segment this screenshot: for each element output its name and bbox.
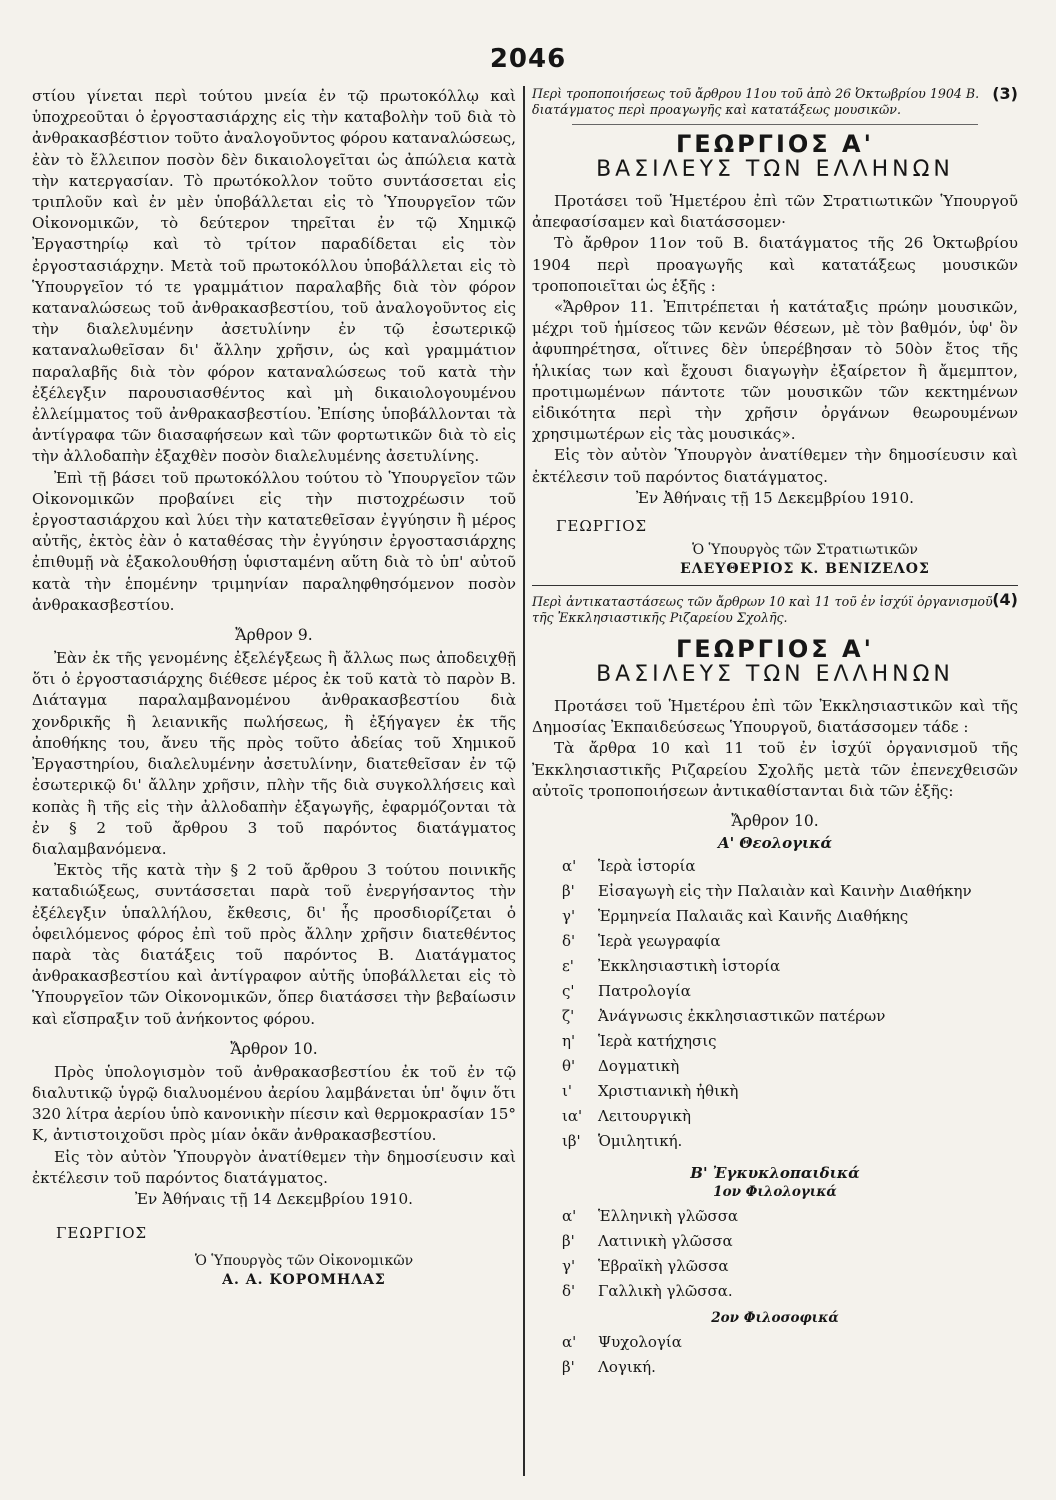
column-divider [523, 86, 525, 1476]
list-item [562, 1004, 1018, 1029]
decree-4 [532, 590, 1018, 1380]
king-heading: ΓΕΩΡΓΙΟΣ Α' [676, 635, 874, 664]
list-item [562, 1079, 1018, 1104]
list-item-text: Λειτουργικὴ [598, 1107, 691, 1126]
paragraph: Εἰς τὸν αὐτὸν Ὑπουργὸν ἀνατίθεμεν τὴν δημοσίευσιν καὶ ἐκτέλεσιν τοῦ παρόντος διατάγματος. [32, 1147, 516, 1187]
theology-list [562, 854, 1018, 1154]
paragraph: Προτάσει τοῦ Ἡμετέρου ἐπὶ τῶν Ἐκκλησιαστικῶν καὶ τῆς Δημοσίας Ἐκπαιδεύσεως Ὑπουργοῦ, διατάσσομεν τάδε : [532, 697, 1018, 737]
paragraph: Πρὸς ὑπολογισμὸν τοῦ ἀνθρακασβεστίου ἐκ τοῦ ἐν τῷ διαλυτικῷ ὑγρῷ διαλυομένου ἀερίου λαμβάνεται ὑπ' ὄψιν ὅτι 320 λίτρα ἀερίου ὑπὸ κανονικὴν πίεσιν καὶ θερμοκρασίαν 15° Κ, ἀντιστοιχοῦσι πρὸς μίαν ὀκᾶν ἀνθρακασβεστίου. [32, 1062, 516, 1145]
list-item [562, 1330, 1018, 1355]
minister-title: Ὁ Ὑπουργὸς τῶν Οἰκονομικῶν [194, 1253, 414, 1270]
list-item-text: Ἱερὰ ἱστορία [598, 857, 696, 876]
list-item-number: ιβ' [562, 1132, 581, 1151]
list-item [562, 1129, 1018, 1154]
list-item-text: Ἐκκλησιαστικὴ ἱστορία [598, 957, 781, 976]
decree-number: (3) [992, 84, 1018, 103]
list-item [562, 1104, 1018, 1129]
divider [572, 124, 978, 125]
minister-title: Ὁ Ὑπουργὸς τῶν Στρατιωτικῶν [692, 542, 918, 559]
list-item [562, 954, 1018, 979]
decree-date: Ἐν Ἀθήναις τῇ 14 Δεκεμβρίου 1910. [135, 1189, 413, 1208]
list-item [562, 1254, 1018, 1279]
article-heading: Ἄρθρον 10. [230, 1039, 318, 1058]
list-item-text: Ἀνάγνωσις ἐκκλησιαστικῶν πατέρων [598, 1007, 886, 1026]
list-item-text: Ἑλληνικὴ γλῶσσα [598, 1207, 739, 1226]
list-item [562, 1204, 1018, 1229]
list-item [562, 854, 1018, 879]
list-item [562, 1054, 1018, 1079]
list-item-number: β' [562, 1358, 575, 1377]
section-divider [532, 585, 1018, 586]
page-number: 2046 [489, 44, 567, 74]
minister-name: Α. Α. ΚΟΡΟΜΗΛΑΣ [222, 1272, 386, 1289]
list-item-number: α' [562, 857, 577, 876]
list-item-number: β' [562, 1232, 575, 1251]
list-item [562, 1229, 1018, 1254]
list-item-number: ζ' [562, 1007, 575, 1026]
philosophy-list [562, 1330, 1018, 1380]
king-signature: ΓΕΩΡΓΙΟΣ [556, 517, 648, 536]
minister-name: ΕΛΕΥΘΕΡΙΟΣ Κ. ΒΕΝΙΖΕΛΟΣ [680, 561, 930, 578]
decree-number: (4) [992, 590, 1018, 610]
list-item-number: ς' [562, 982, 575, 1001]
decree-title: Περὶ ἀντικαταστάσεως τῶν ἄρθρων 10 καὶ 11 τοῦ ἐν ἰσχύϊ ὀργανισμοῦ τῆς Ἐκκλησιαστικῆς Ριζαρείου Σχολῆς. [532, 594, 993, 626]
decree-date: Ἐν Ἀθήναις τῇ 15 Δεκεμβρίου 1910. [636, 488, 914, 507]
philology-list [562, 1204, 1018, 1304]
list-item-number: δ' [562, 1282, 576, 1301]
list-item-number: γ' [562, 907, 576, 926]
list-item [562, 1355, 1018, 1380]
list-item [562, 1279, 1018, 1304]
list-item [562, 879, 1018, 904]
paragraph: «Ἄρθρον 11. Ἐπιτρέπεται ἡ κατάταξις πρώην μουσικῶν, μέχρι τοῦ ἡμίσεος τῶν κενῶν θέσεων, μὲ τὸν βαθμόν, ὑφ' ὃν ἀφυπηρέτησα, οἵτινες δὲν ὑπερέβησαν τὸ 50ὸν ἔτος τῆς ἡλικίας των καὶ ἔχουσι διαγωγὴν ἐξαίρετον ἢ ἄμεμπτον, προτιμωμένων πάντοτε τῶν μουσικῶν τῶν κεκτημένων εἰδικότητα περὶ τὴν χρῆσιν ὀργάνων θεωρουμένων χρησιμωτέρων εἰς τὰς μουσικάς». [532, 298, 1018, 444]
paragraph: Τὰ ἄρθρα 10 καὶ 11 τοῦ ἐν ἰσχύϊ ὀργανισμοῦ τῆς Ἐκκλησιαστικῆς Ριζαρείου Σχολῆς μετὰ τῶν ἐπενεχθεισῶν αὐτοῖς τροποποιήσεων ἀντικαθίστανται διὰ τῶν ἑξῆς: [532, 739, 1018, 800]
list-item [562, 904, 1018, 929]
list-item [562, 929, 1018, 954]
list-item-text: Ἱερὰ γεωγραφία [598, 932, 721, 951]
list-item-number: γ' [562, 1257, 576, 1276]
list-item-number: δ' [562, 932, 576, 951]
article-heading: Ἄρθρον 10. [731, 812, 819, 831]
right-column [532, 86, 1018, 1380]
paragraph: Εἰς τὸν αὐτὸν Ὑπουργὸν ἀνατίθεμεν τὴν δημοσίευσιν καὶ ἐκτέλεσιν τοῦ παρόντος διατάγματος. [532, 446, 1018, 486]
section-heading: Α' Θεολογικά [717, 834, 833, 853]
list-item-number: θ' [562, 1057, 576, 1076]
list-item-text: Ὁμιλητική. [598, 1132, 683, 1151]
king-subheading: ΒΑΣΙΛΕΥΣ ΤΩΝ ΕΛΛΗΝΩΝ [596, 157, 954, 182]
article-heading: Ἄρθρον 9. [235, 626, 313, 645]
paragraph: Προτάσει τοῦ Ἡμετέρου ἐπὶ τῶν Στρατιωτικῶν Ὑπουργοῦ ἀπεφασίσαμεν καὶ διατάσσομεν· [532, 192, 1018, 232]
paragraph: Ἐπὶ τῇ βάσει τοῦ πρωτοκόλλου τούτου τὸ Ὑπουργεῖον τῶν Οἰκονομικῶν προβαίνει εἰς τὴν πιστοχρέωσιν τοῦ ἐργοστασιάρχου καὶ λύει τὴν κατατεθεῖσαν ἐγγύησιν ἢ μέρος αὐτῆς, ἐκτὸς ἐὰν ὁ καταθέσας τὴν ἐγγύησιν ἐργοστασιάρχης ἐπιθυμῇ νὰ ἐξακολουθήσῃ ὑφισταμένη αὕτη διὰ τὸ ὑπ' αὐτοῦ κατὰ τὴν ἑπομένην τριμηνίαν παραληφθησόμενον ποσὸν ἀνθρακασβεστίου. [32, 468, 516, 614]
king-signature: ΓΕΩΡΓΙΟΣ [56, 1224, 148, 1243]
list-item-text: Ἑρμηνεία Παλαιᾶς καὶ Καινῆς Διαθήκης [598, 907, 909, 926]
list-item-number: α' [562, 1207, 577, 1226]
paragraph: Ἐκτὸς τῆς κατὰ τὴν § 2 τοῦ ἄρθρου 3 τούτου ποινικῆς καταδιώξεως, συντάσσεται παρὰ τοῦ ἐνεργήσαντος τὴν ἐξέλεγξιν ὑπαλλήλου, ἔκθεσις, δι' ἧς προσδιορίζεται ὁ ὀφειλόμενος φόρος ἐπὶ τοῦ πρὸς ἄλλην χρῆσιν διατεθέντος παρὰ τὰς διατάξεις τοῦ παρόντος Β. Διατάγματος ἀνθρακασβεστίου καὶ ἀντίγραφον αὐτῆς ὑποβάλλεται εἰς τὸ Ὑπουργεῖον τῶν Οἰκονομικῶν, ὅπερ διατάσσει τὴν βεβαίωσιν καὶ εἴσπραξιν τοῦ ἀνήκοντος φόρου. [32, 861, 516, 1028]
decree-title: Περὶ τροποποιήσεως τοῦ ἄρθρου 11ου τοῦ ἀπὸ 26 Ὀκτωβρίου 1904 Β. διατάγματος περὶ προαγωγῆς καὶ κατατάξεως μουσικῶν. [532, 86, 980, 117]
list-item-text: Λατινικὴ γλῶσσα [598, 1232, 733, 1251]
list-item-text: Εἰσαγωγὴ εἰς τὴν Παλαιὰν καὶ Καινὴν Διαθήκην [598, 882, 972, 901]
list-item-text: Γαλλικὴ γλῶσσα. [598, 1282, 733, 1301]
list-item [562, 1029, 1018, 1054]
list-item-text: Λογική. [598, 1358, 656, 1377]
subsection-heading: 2ον Φιλοσοφικά [711, 1310, 839, 1327]
list-item-number: ι' [562, 1082, 573, 1101]
list-item-number: α' [562, 1333, 577, 1352]
list-item-number: η' [562, 1032, 576, 1051]
list-item-text: Δογματικὴ [598, 1057, 680, 1076]
king-heading: ΓΕΩΡΓΙΟΣ Α' [676, 130, 874, 158]
subsection-heading: 1ον Φιλολογικά [713, 1184, 837, 1201]
list-item-text: Ἑβραϊκὴ γλῶσσα [598, 1257, 729, 1276]
list-item-text: Πατρολογία [598, 982, 691, 1001]
king-subheading: ΒΑΣΙΛΕΥΣ ΤΩΝ ΕΛΛΗΝΩΝ [596, 662, 954, 688]
list-item-text: Ἱερὰ κατήχησις [598, 1032, 717, 1051]
list-item-text: Ψυχολογία [598, 1333, 682, 1352]
list-item-number: β' [562, 882, 575, 901]
list-item-number: ε' [562, 957, 574, 976]
list-item-text: Χριστιανικὴ ἠθικὴ [598, 1082, 739, 1101]
list-item [562, 979, 1018, 1004]
paragraph: Τὸ ἄρθρον 11ον τοῦ Β. διατάγματος τῆς 26 Ὀκτωβρίου 1904 περὶ προαγωγῆς καὶ κατατάξεως μουσικῶν τροποποιεῖται ὡς ἑξῆς : [532, 234, 1018, 295]
paragraph: στίου γίνεται περὶ τούτου μνεία ἐν τῷ πρωτοκόλλῳ καὶ ὑποχρεοῦται ὁ ἐργοστασιάρχης εἰς τὴν καταβολὴν τοῦ διὰ τὸ ἀνθρακασβέστιον τοῦτο ἀναλογοῦντος φόρου καταναλώσεως, ἐὰν τὸ ἔλλειπον ποσὸν δὲν δικαιολογεῖται ὡς ἀπώλεια κατὰ τὴν κατεργασίαν. Τὸ πρωτόκολλον τοῦτο συντάσσεται εἰς τριπλοῦν καὶ ἐν μὲν ὑποβάλλεται εἰς τὸ Ὑπουργεῖον τῶν Οἰκονομικῶν, τὸ δεύτερον τηρεῖται ἐν τῷ Χημικῷ Ἐργαστηρίῳ καὶ τὸ τρίτον παραδίδεται εἰς τὸν ἐργοστασιάρχην. Μετὰ τοῦ πρωτοκόλλου ὑποβάλλεται εἰς τὸ Ὑπουργεῖον τό τε γραμμάτιον παραλαβῆς διὰ τὸν φόρον καταναλώσεως τοῦ ἀνθρακασβεστίου, τοῦ ἀναλογοῦντος εἰς τὴν διαλελυμένην ἀσετυλίνην ἐν τῷ ἐσωτερικῷ καταναλωθεῖσαν δι' ἄλλην χρῆσιν, ὡς καὶ γραμμάτιον παραλαβῆς διὰ τὸν φόρον καταναλώσεως τοῦ κατὰ τὴν ἐξέλεγξιν παρουσιασθέντος καὶ μὴ δικαιολογουμένου ἐλλείμματος τοῦ ἀνθρακασβεστίου. Ἐπίσης ὑποβάλλονται τὰ ἀντίγραφα τῶν διασαφήσεων καὶ τῶν φορτωτικῶν διὰ τὸ εἰς τὴν ἀλλοδαπὴν ἐξαχθὲν ποσὸν διαλελυμένης ἀσετυλίνης. [32, 87, 516, 466]
left-column [32, 86, 516, 1288]
section-heading: Β' Ἐγκυκλοπαιδικά [690, 1164, 860, 1183]
decree-3 [532, 86, 1018, 577]
list-item-number: ια' [562, 1107, 583, 1126]
paragraph: Ἐὰν ἐκ τῆς γενομένης ἐξελέγξεως ἢ ἄλλως πως ἀποδειχθῇ ὅτι ὁ ἐργοστασιάρχης διέθεσε μέρος ἐκ τοῦ κατὰ τὸ παρὸν Β. Διάταγμα παραλαμβανομένου ἀνθρακασβεστίου διὰ χονδρικῆς ἢ λειανικῆς πωλήσεως, ἢ ἐξήγαγεν ἐκ τῆς ἀποθήκης του, ἄνευ τῆς πρὸς τοῦτο ἀδείας τοῦ Χημικοῦ Ἐργαστηρίου, διαλελυμένην ἀσετυλίνην, διατεθεῖσαν ἐν τῷ ἐσωτερικῷ δι' ἄλλην χρῆσιν, πλὴν τῆς διὰ συγκολλήσεις καὶ κοπὰς ἢ τῆς εἰς τὴν ἀλλοδαπὴν ἐξαγωγῆς, ἐφαρμόζονται τὰ ἐν § 2 τοῦ ἄρθρου 3 τοῦ παρόντος διατάγματος διαλαμβανόμενα. [32, 649, 516, 858]
